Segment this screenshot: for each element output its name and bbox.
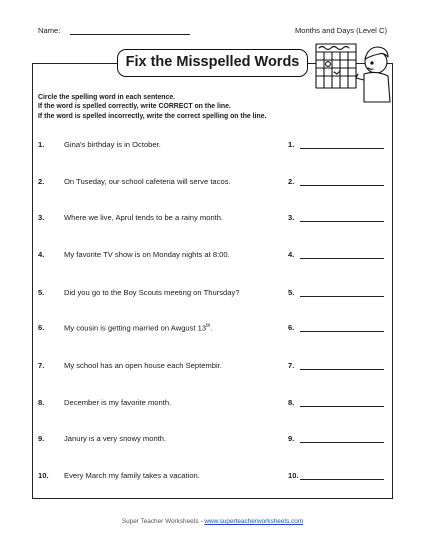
question-number: 10.	[38, 471, 49, 480]
question-text: Did you go to the Boy Scouts meeting on Thursday?	[64, 288, 240, 297]
footer-link[interactable]: www.superteacherworksheets.com	[204, 518, 304, 525]
question-number: 2.	[38, 177, 45, 186]
answer-line[interactable]	[300, 369, 384, 370]
question-text: On Tuseday, our school cafeteria will serve tacos.	[64, 177, 231, 186]
answer-line[interactable]	[300, 442, 384, 443]
answer-number: 6.	[288, 323, 295, 332]
question-text: My favorite TV show is on Monday nights at 8:00.	[64, 250, 230, 259]
instruction-line: If the word is spelled correctly, write CORRECT on the line.	[38, 103, 231, 111]
answer-line[interactable]	[300, 221, 384, 222]
question-number: 9.	[38, 434, 45, 443]
question-row	[38, 140, 388, 152]
question-text-end: .	[210, 323, 213, 333]
question-row	[38, 361, 388, 373]
answer-number: 5.	[288, 288, 295, 297]
answer-number: 9.	[288, 434, 295, 443]
page-title: Fix the Misspelled Words	[117, 49, 308, 77]
question-row	[38, 323, 388, 335]
footer-separator: -	[200, 518, 203, 525]
question-number: 5.	[38, 288, 45, 297]
question-row	[38, 213, 388, 225]
boy-with-calendar-icon	[306, 36, 396, 106]
question-text: Where we live, Aprul tends to be a rainy month.	[64, 213, 224, 222]
footer	[0, 518, 425, 525]
answer-line[interactable]	[300, 185, 384, 186]
answer-number: 3.	[288, 213, 295, 222]
question-number: 1.	[38, 140, 45, 149]
instruction-line: Circle the spelling word in each sentence.	[38, 94, 176, 101]
question-number: 7.	[38, 361, 45, 370]
footer-brand: Super Teacher Worksheets	[121, 518, 199, 525]
instruction-line: If the word is spelled incorrectly, write the correct spelling on the line.	[38, 112, 267, 120]
question-number: 3.	[38, 213, 45, 222]
question-row	[38, 434, 388, 446]
question-row	[38, 288, 388, 300]
question-number: 4.	[38, 250, 45, 259]
question-number: 6.	[38, 323, 45, 332]
answer-line[interactable]	[300, 148, 384, 149]
answer-number: 8.	[288, 398, 295, 407]
question-text: My school has an open house each Septembir.	[64, 361, 222, 370]
instructions	[38, 93, 266, 121]
answer-number: 7.	[288, 361, 295, 370]
question-text: Gina's birthday is in October.	[64, 140, 161, 149]
question-row	[38, 177, 388, 189]
question-number: 8.	[38, 398, 45, 407]
answer-number: 10.	[288, 471, 299, 480]
question-text	[64, 323, 212, 333]
name-label: Name:	[38, 26, 61, 35]
question-row	[38, 471, 388, 483]
answer-line[interactable]	[300, 479, 384, 480]
answer-number: 2.	[288, 177, 295, 186]
worksheet-level-label: Months and Days (Level C)	[294, 26, 387, 35]
question-row	[38, 250, 388, 262]
answer-number: 1.	[288, 140, 295, 149]
answer-line[interactable]	[300, 258, 384, 259]
answer-number: 4.	[288, 250, 295, 259]
question-text: December is my favorite month.	[64, 398, 172, 407]
question-text: Every March my family takes a vacation.	[64, 471, 200, 480]
question-row	[38, 398, 388, 410]
question-text-main: My cousin is getting married on Awgust 13	[64, 323, 207, 333]
answer-line[interactable]	[300, 331, 384, 332]
question-text: Janury is a very snowy month.	[64, 434, 167, 443]
name-line[interactable]	[70, 34, 190, 35]
answer-line[interactable]	[300, 406, 384, 407]
answer-line[interactable]	[300, 296, 384, 297]
ordinal-suffix: th	[206, 323, 211, 329]
